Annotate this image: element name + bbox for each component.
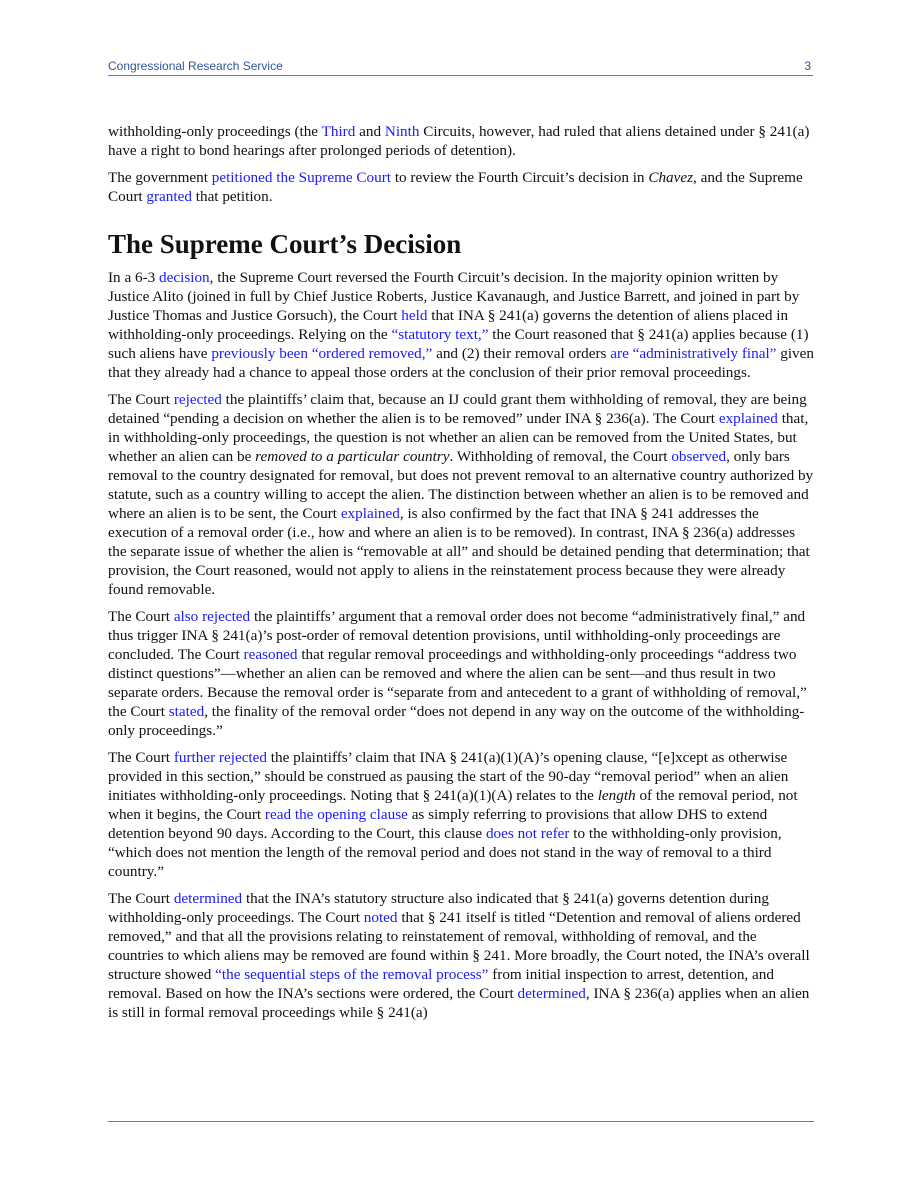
- text-span: , only bars removal to the country designated for removal, but does not prevent removal to an alternative country authorized by statute, such as a country willing to accept the alien. The distinction between whether an alien is to be removed and where an alien is to be sent, the Court: [108, 448, 814, 522]
- link-explained[interactable]: explained: [718, 410, 778, 427]
- link-observed[interactable]: observed: [671, 448, 727, 465]
- text-span: given that they already had a chance to appeal those orders at the conclusion of their prior removal proceedings.: [108, 345, 814, 381]
- text-span: , INA § 236(a) applies when an alien is still in formal removal proceedings while § 241(a): [108, 985, 810, 1021]
- text-span: from initial inspection to arrest, detention, and removal. Based on how the INA’s sections were ordered, the Court: [108, 966, 774, 1002]
- paragraph-3: [108, 268, 814, 382]
- link-determined[interactable]: determined: [173, 890, 243, 907]
- link-further-rejected[interactable]: further rejected: [173, 749, 267, 766]
- page-header: [108, 58, 813, 76]
- paragraph-6: [108, 748, 814, 881]
- text-span: . Withholding of removal, the Court: [449, 448, 672, 465]
- paragraph-2: [108, 168, 814, 206]
- italic-phrase: removed to a particular country: [255, 448, 450, 465]
- link-reasoned[interactable]: reasoned: [243, 646, 298, 663]
- link-ninth-circuit[interactable]: Ninth: [384, 123, 420, 140]
- text-span: , the finality of the removal order “does not depend in any way on the outcome of the withholding-only proceedings.”: [108, 703, 805, 739]
- link-third-circuit[interactable]: Third: [321, 123, 356, 140]
- text-span: that the INA’s statutory structure also indicated that § 241(a) governs detention during withholding-only proceedings. The Court: [108, 890, 769, 926]
- text-span: that § 241 itself is titled “Detention and removal of aliens ordered removed,” and that all the provisions relating to reinstatement of removal, withholding of removal, and the countries to which aliens may be removed are found within § 241. More broadly, the Court noted, the INA’s overall structure showed: [108, 909, 810, 983]
- link-held[interactable]: held: [401, 307, 428, 324]
- footer-divider: [108, 1121, 814, 1122]
- text-span: the plaintiffs’ argument that a removal order does not become “administratively final,” and thus trigger INA § 241(a)’s post-order of removal detention provisions, until withholding-only proceedings are concluded. The Court: [108, 608, 806, 663]
- text-span: that, in withholding-only proceedings, the question is not whether an alien can be removed from the United States, but whether an alien can be: [108, 410, 809, 465]
- text-span: Circuits, however, had ruled that aliens detained under § 241(a) have a right to bond hearings after prolonged periods of detention).: [108, 123, 810, 159]
- paragraph-7: [108, 889, 814, 1022]
- text-span: withholding-only proceedings (the: [108, 123, 322, 140]
- link-explained-2[interactable]: explained: [340, 505, 400, 522]
- link-administratively-final[interactable]: are “administratively final”: [610, 345, 777, 362]
- text-span: to the withholding-only provision, “which does not mention the length of the removal period and does not stand in the way of removal to a third country.”: [108, 825, 782, 880]
- text-span: of the removal period, not when it begins, the Court: [108, 787, 798, 823]
- link-read-opening-clause[interactable]: read the opening clause: [264, 806, 408, 823]
- text-span: that regular removal proceedings and withholding-only proceedings “address two distinct questions”—whether an alien can be removed and where the alien can be sent—and thus result in two separate orders. Because the removal order is “separate from and antecedent to a grant of withholding of removal,” the Court: [108, 646, 807, 720]
- text-span: The Court: [108, 608, 174, 625]
- text-span: that petition.: [191, 188, 273, 205]
- text-span: the Court reasoned that § 241(a) applies because (1) such aliens have: [108, 326, 809, 362]
- link-ordered-removed[interactable]: previously been “ordered removed,”: [211, 345, 433, 362]
- text-span: and: [355, 123, 385, 140]
- text-span: The government: [108, 169, 212, 186]
- text-span: The Court: [108, 749, 174, 766]
- section-heading: The Supreme Court’s Decision: [108, 229, 462, 259]
- text-span: , the Supreme Court reversed the Fourth Circuit’s decision. In the majority opinion written by Justice Alito (joined in full by Chief Justice Roberts, Justice Kavanaugh, and Justice Barrett, and joined in part by Justice Thomas and Justice Gorsuch), the Court: [108, 269, 800, 324]
- text-span: the plaintiffs’ claim that, because an IJ could grant them withholding of removal, they are being detained “pending a decision on whether the alien is to be removed” under INA § 236(a). The Court: [108, 391, 807, 427]
- link-granted[interactable]: granted: [146, 188, 192, 205]
- link-statutory-text[interactable]: “statutory text,”: [391, 326, 489, 343]
- link-petitioned[interactable]: petitioned the Supreme Court: [211, 169, 392, 186]
- link-does-not-refer[interactable]: does not refer: [485, 825, 570, 842]
- text-span: The Court: [108, 890, 174, 907]
- document-body: [108, 122, 814, 1030]
- paragraph-1: [108, 122, 814, 160]
- link-noted[interactable]: noted: [363, 909, 398, 926]
- text-span: The Court: [108, 391, 174, 408]
- text-span: and (2) their removal orders: [432, 345, 611, 362]
- text-span: the plaintiffs’ claim that INA § 241(a)(1)(A)’s opening clause, “[e]xcept as otherwise provided in this section,” should be construed as pausing the start of the 90-day “removal period” when an alien initiates withholding-only proceedings. Noting that § 241(a)(1)(A) relates to the: [108, 749, 789, 804]
- link-also-rejected[interactable]: also rejected: [173, 608, 251, 625]
- link-rejected[interactable]: rejected: [173, 391, 222, 408]
- paragraph-5: [108, 607, 814, 740]
- text-span: as simply referring to provisions that allow DHS to extend detention beyond 90 days. According to the Court, this clause: [108, 806, 768, 842]
- text-span: , and the Supreme Court: [108, 169, 803, 205]
- paragraph-4: [108, 390, 814, 599]
- text-span: In a 6-3: [108, 269, 160, 286]
- link-stated[interactable]: stated: [168, 703, 205, 720]
- page-number: 3: [804, 59, 811, 73]
- link-sequential-steps[interactable]: “the sequential steps of the removal process”: [215, 966, 489, 983]
- italic-word: length: [597, 787, 636, 804]
- link-decision[interactable]: decision: [159, 269, 210, 286]
- link-determined-2[interactable]: determined: [517, 985, 586, 1002]
- header-organization: Congressional Research Service: [108, 59, 283, 73]
- text-span: that INA § 241(a) governs the detention of aliens placed in withholding-only proceedings. Relying on the: [108, 307, 789, 343]
- text-span: , is also confirmed by the fact that INA § 241 addresses the execution of a removal order (i.e., how and where an alien is to be removed). In contrast, INA § 236(a) addresses the separate issue of whether the alien is “removable at all” and should be detained pending that determination; that provision, the Court reasoned, would not apply to aliens in the reinstatement process because they were already found removable.: [108, 505, 810, 598]
- text-span: to review the Fourth Circuit’s decision in: [391, 169, 649, 186]
- case-name: Chavez: [648, 169, 694, 186]
